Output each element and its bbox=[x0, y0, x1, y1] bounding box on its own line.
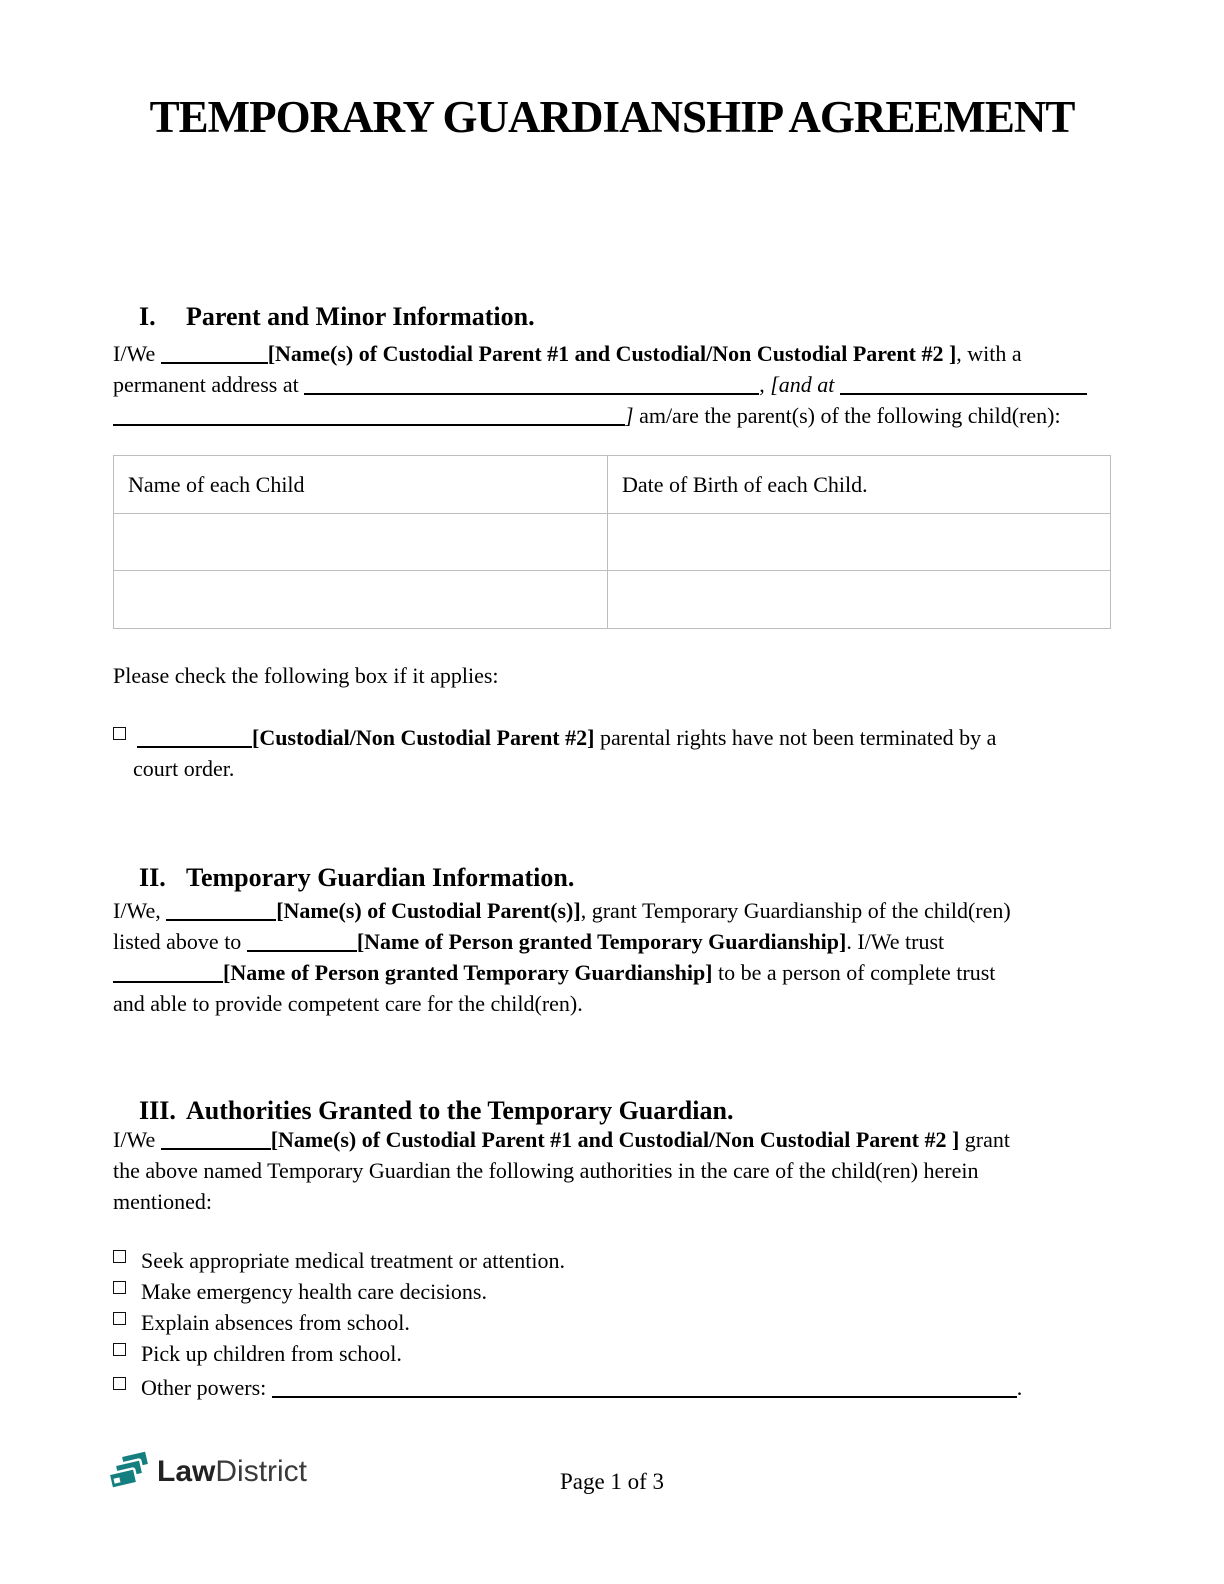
checkbox-icon bbox=[113, 1312, 126, 1325]
text-run: am/are the parent(s) of the following child(ren): bbox=[633, 403, 1061, 428]
text-run: , with a bbox=[956, 341, 1022, 366]
text-run: Pick up children from school. bbox=[141, 1341, 402, 1366]
blank-line-field bbox=[161, 360, 268, 364]
bold-text-run: [Name(s) of Custodial Parent(s)] bbox=[276, 898, 581, 923]
text-run: parental rights have not been terminated by a bbox=[594, 725, 997, 750]
paragraph-line bbox=[113, 1155, 1123, 1186]
checkbox-icon bbox=[113, 1377, 126, 1390]
blank-line-field bbox=[272, 1394, 1017, 1398]
text-run: court order. bbox=[133, 756, 235, 781]
blank-line-field bbox=[161, 1146, 271, 1150]
section-number: III. bbox=[139, 1096, 176, 1125]
paragraph-line bbox=[113, 895, 1123, 926]
bold-text-run: [Name(s) of Custodial Parent #1 and Custodial/Non Custodial Parent #2 ] bbox=[270, 1127, 960, 1152]
bold-text-run: [Name of Person granted Temporary Guardianship] bbox=[356, 929, 847, 954]
text-run: Make emergency health care decisions. bbox=[141, 1279, 487, 1304]
authorities-checklist bbox=[113, 1245, 1123, 1403]
paragraph-line bbox=[113, 988, 1123, 1019]
text-run: Explain absences from school. bbox=[141, 1310, 410, 1335]
text-run: Other powers: bbox=[141, 1375, 272, 1400]
paragraph-line bbox=[113, 338, 1123, 369]
checkbox-icon bbox=[113, 1343, 126, 1356]
blank-line-field bbox=[304, 391, 759, 395]
paragraph-line bbox=[113, 957, 1123, 988]
italic-text-run: [and at bbox=[770, 372, 840, 397]
checkbox-icon bbox=[113, 1281, 126, 1294]
paragraph-line bbox=[113, 753, 1123, 784]
text-run: and able to provide competent care for the child(ren). bbox=[113, 991, 583, 1016]
blank-line-field bbox=[137, 744, 252, 748]
checklist-item bbox=[113, 1338, 1123, 1369]
checklist-item bbox=[113, 1245, 1123, 1276]
text-run: grant bbox=[959, 1127, 1010, 1152]
checklist-item bbox=[113, 1276, 1123, 1307]
section-heading-text: Temporary Guardian Information. bbox=[186, 863, 575, 892]
authorities-paragraph bbox=[113, 1124, 1123, 1217]
section-number: I. bbox=[139, 302, 156, 331]
text-run: permanent address at bbox=[113, 372, 305, 397]
checkbox-icon bbox=[113, 1250, 126, 1263]
text-run: mentioned: bbox=[113, 1189, 212, 1214]
text-run: I/We, bbox=[113, 898, 167, 923]
text-run: Seek appropriate medical treatment or attention. bbox=[141, 1248, 565, 1273]
text-run: I/We bbox=[113, 1127, 161, 1152]
table-header-child-dob: Date of Birth of each Child. bbox=[608, 456, 1111, 514]
blank-line-field bbox=[113, 979, 223, 983]
text-run: . bbox=[1016, 1375, 1023, 1400]
table-cell-empty bbox=[608, 571, 1111, 629]
text-run: . I/We trust bbox=[846, 929, 945, 954]
bold-text-run: [Custodial/Non Custodial Parent #2] bbox=[252, 725, 595, 750]
paragraph-line: Please check the following box if it applies: bbox=[113, 663, 499, 688]
text-run: I/We bbox=[113, 341, 161, 366]
text-run: , bbox=[759, 372, 771, 397]
parent-info-paragraph bbox=[113, 338, 1123, 431]
check-prompt bbox=[113, 660, 1123, 691]
blank-line-field bbox=[113, 422, 625, 426]
logo-text-district: District bbox=[215, 1455, 308, 1488]
section-number: II. bbox=[139, 863, 166, 892]
bold-text-run: [Name of Person granted Temporary Guardianship] bbox=[223, 960, 713, 985]
table-cell-empty bbox=[114, 514, 608, 571]
document-title: TEMPORARY GUARDIANSHIP AGREEMENT bbox=[149, 92, 1075, 142]
paragraph-line bbox=[113, 1124, 1123, 1155]
paragraph-line bbox=[113, 369, 1123, 400]
table-cell-empty bbox=[608, 514, 1111, 571]
paragraph-line bbox=[113, 926, 1123, 957]
checklist-item bbox=[113, 1307, 1123, 1338]
logo-text-law: Law bbox=[157, 1455, 216, 1488]
page-number: Page 1 of 3 bbox=[559, 1469, 665, 1494]
guardian-info-paragraph bbox=[113, 895, 1123, 1019]
text-run: , grant Temporary Guardianship of the child(ren) bbox=[580, 898, 1011, 923]
section-heading-text: Authorities Granted to the Temporary Guardian. bbox=[186, 1096, 734, 1125]
children-table bbox=[113, 455, 1111, 629]
table-header-child-name: Name of each Child bbox=[114, 456, 608, 514]
section-heading-text: Parent and Minor Information. bbox=[186, 302, 535, 331]
text-run: listed above to bbox=[113, 929, 247, 954]
checklist-item-other-powers bbox=[113, 1372, 1123, 1403]
text-run: to be a person of complete trust bbox=[712, 960, 996, 985]
blank-line-field bbox=[247, 948, 357, 952]
bold-text-run: [Name(s) of Custodial Parent #1 and Custodial/Non Custodial Parent #2 ] bbox=[267, 341, 957, 366]
blank-line-field bbox=[840, 391, 1087, 395]
checkbox-icon bbox=[113, 727, 126, 740]
paragraph-line bbox=[113, 722, 1123, 753]
blank-line-field bbox=[166, 917, 276, 921]
text-run: the above named Temporary Guardian the following authorities in the care of the child(ren) herein bbox=[113, 1158, 979, 1183]
italic-text-run: ] bbox=[625, 403, 634, 428]
paragraph-line bbox=[113, 1186, 1123, 1217]
table-cell-empty bbox=[114, 571, 608, 629]
parental-rights-check-item bbox=[113, 722, 1123, 784]
paragraph-line bbox=[113, 400, 1123, 431]
